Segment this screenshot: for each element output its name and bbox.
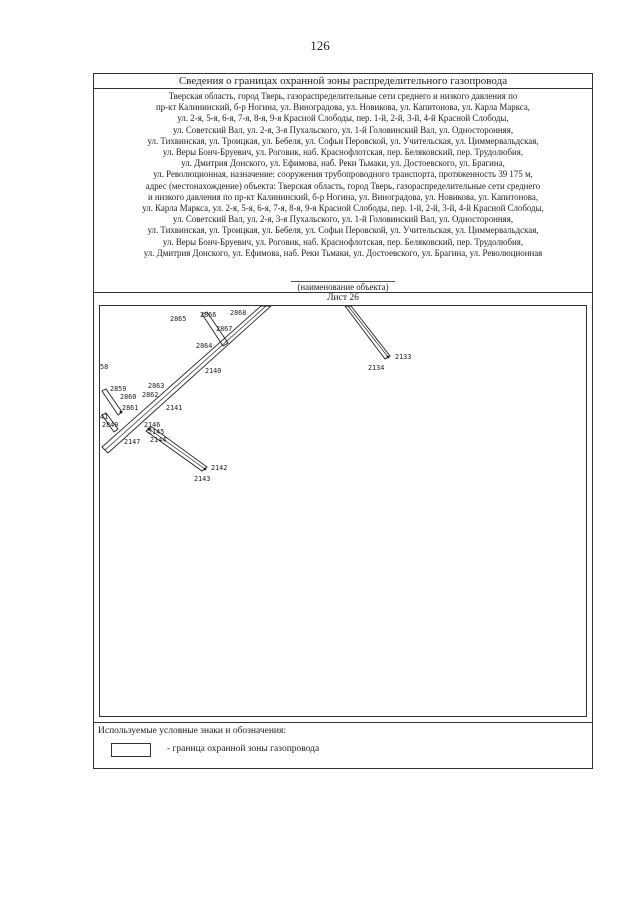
- description-line: ул. Веры Бонч-Бруевич, ул. Роговик, наб. Краснофлотская, пер. Беляковский, пер. Трудолюбия,: [162, 236, 524, 247]
- node-labels: [100, 309, 411, 483]
- description-line: ул. Советский Вал, ул. 2-я, 3-я Пухальского, ул. 1-й Головинский Вал, ул. Односторонняя,: [172, 214, 514, 225]
- legend-item-text: - граница охранной зоны газопровода: [167, 744, 320, 754]
- sheet-label: Лист 26: [327, 293, 359, 303]
- axis-2133: [348, 306, 388, 357]
- node-label: 2144: [150, 436, 167, 444]
- node-label: 2143: [194, 475, 211, 483]
- description-line: и низкого давления по пр-кт Калининский, б-р Ногина, ул. Виноградова, ул. Новикова, ул. Капитонова,: [147, 191, 539, 202]
- node-label: 2863: [148, 382, 165, 390]
- node-label: 2865: [170, 315, 187, 323]
- name-caption: [94, 282, 592, 292]
- legend-heading: Используемые условные знаки и обозначения:: [98, 726, 287, 736]
- zone-boundary-swatch: [111, 743, 151, 757]
- node-label: 2145: [148, 428, 165, 436]
- node-label: 2867: [216, 325, 233, 333]
- node-label: 2133: [395, 353, 412, 361]
- map-svg: [100, 306, 586, 716]
- description-line: адрес (местонахождение) объекта: Тверская область, город Тверь, газораспределительные сети среднего: [145, 180, 541, 191]
- description-line: ул. Революционная, назначение: сооружения трубопроводного транспорта, протяженность 39 175 м,: [153, 169, 533, 180]
- node-label: 2142: [211, 464, 228, 472]
- description-line: ул. Карла Маркса, ул. 2-я, 5-я, 6-я, 7-я, 8-я, 9-я Красной Слободы, пер. 1-й, 2-й, 3-й, 4-й Красной Слободы,: [142, 203, 544, 214]
- node-label: 2860: [120, 393, 137, 401]
- node-label: 2864: [196, 342, 213, 350]
- node-label: 2849: [102, 421, 119, 429]
- node-label: 2868: [230, 309, 247, 317]
- node-point: [387, 356, 390, 359]
- node-label: 2861: [122, 404, 139, 412]
- node-label: 41: [100, 413, 109, 421]
- description-line: пр-кт Калининский, б-р Ногина, ул. Виноградова, ул. Новикова, ул. Капитонова, ул. Карла Маркса,: [156, 102, 530, 113]
- node-label: 58: [100, 363, 109, 371]
- page-number: 126: [310, 38, 330, 53]
- description-line: ул. Веры Бонч-Бруевич, ул. Роговик, наб. Краснофлотская, пер. Беляковский, пер. Трудолюбия,: [162, 147, 524, 158]
- boundary-info-form: [93, 73, 593, 769]
- axis-main: [105, 306, 266, 450]
- nodes: [120, 356, 390, 471]
- node-label: 2147: [124, 438, 141, 446]
- description-line: ул. 2-я, 5-я, 6-я, 7-я, 8-я, 9-я Красной Слободы, пер. 1-й, 2-й, 3-й, 4-й Красной Слободы,: [177, 113, 509, 124]
- node-label: 2140: [205, 367, 222, 375]
- object-description: [94, 89, 592, 293]
- map-drawing: [99, 305, 587, 717]
- pipeline-zones: [102, 306, 390, 471]
- description-line: ул. Тихвинская, ул. Троицкая, ул. Бебеля, ул. Софьи Перовской, ул. Учительская, ул. Циммервальдская,: [147, 135, 539, 146]
- description-line: ул. Тихвинская, ул. Троицкая, ул. Бебеля, ул. Софьи Перовской, ул. Учительская, ул. Циммервальдская,: [147, 225, 539, 236]
- node-label: 2134: [368, 364, 385, 372]
- description-line: Тверская область, город Тверь, газораспределительные сети среднего и низкого давления по: [168, 91, 518, 101]
- description-line: ул. Советский Вал, ул. 2-я, 3-я Пухальского, ул. 1-й Головинский Вал, ул. Односторонняя,: [172, 124, 514, 135]
- node-label: 2141: [166, 404, 183, 412]
- legend-section: [94, 722, 592, 768]
- description-line: ул. Дмитрия Донского, ул. Ефимова, наб. Реки Тьмаки, ул. Достоевского, ул. Брагина, ул. Революционная: [143, 247, 543, 258]
- document-title: Сведения о границах охранной зоны распределительного газопровода: [94, 74, 592, 89]
- node-label: 2862: [142, 391, 159, 399]
- node-point: [204, 468, 207, 471]
- name-caption-text: (наименование объекта): [291, 281, 394, 292]
- node-label: 2146: [144, 421, 161, 429]
- description-line: ул. Дмитрия Донского, ул. Ефимова, наб. Реки Тьмаки, ул. Достоевского, ул. Брагина,: [181, 158, 505, 169]
- node-label: 2866: [200, 311, 217, 319]
- node-label: 2859: [110, 385, 127, 393]
- zone-main: [102, 306, 271, 453]
